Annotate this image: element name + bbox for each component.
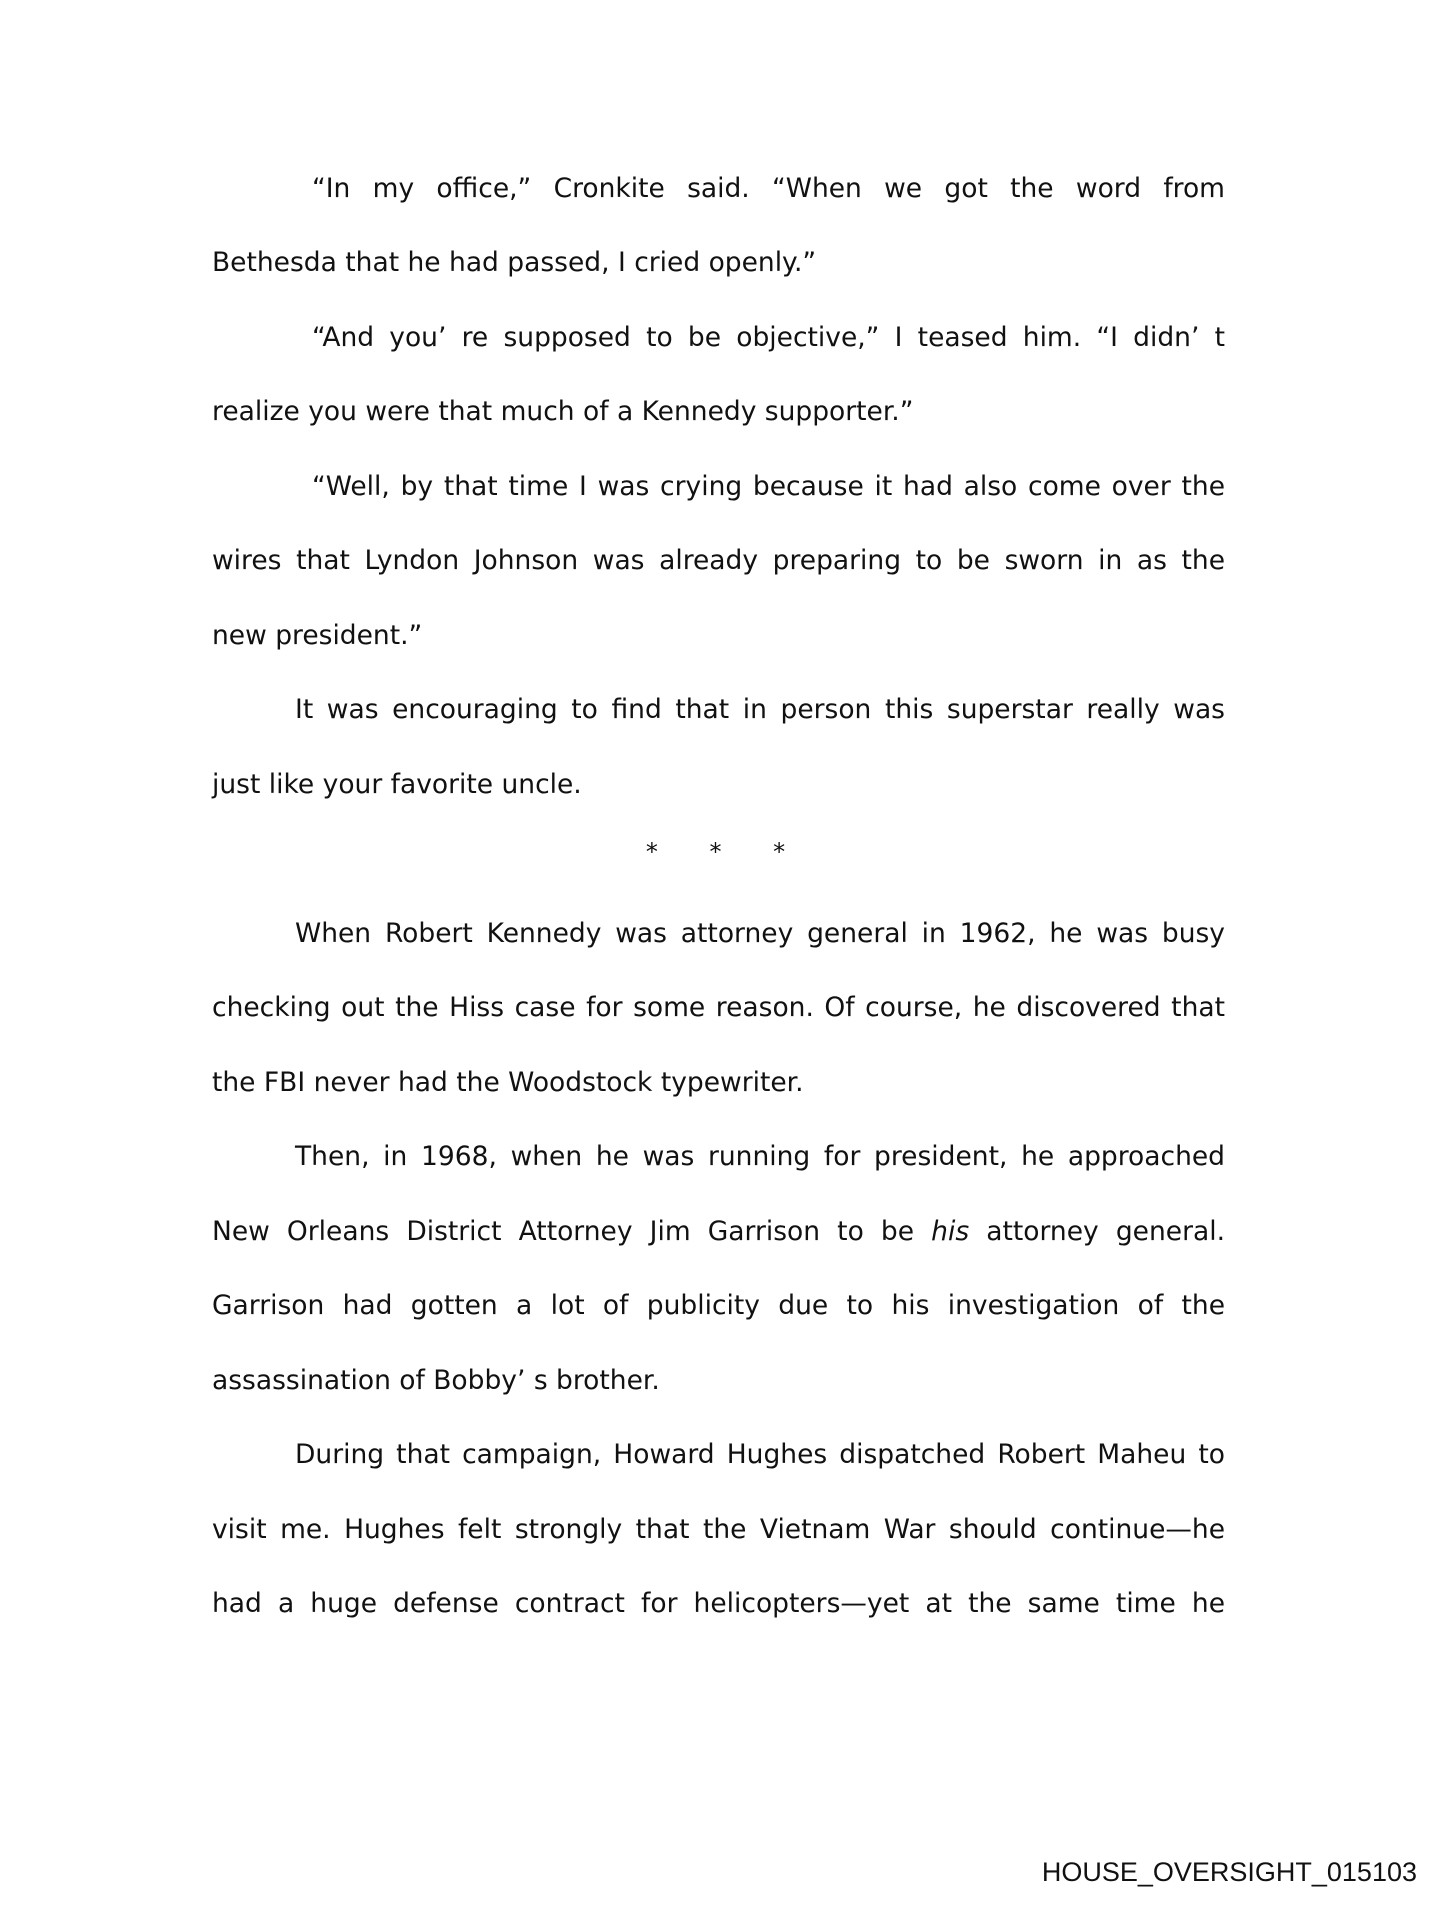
text-line: Then, in 1968, when he was running for president, he approached: [295, 1141, 1225, 1172]
text-line: [212, 1215, 1225, 1249]
bates-number: HOUSE_OVERSIGHT_015103: [1041, 1857, 1417, 1887]
text-line: It was encouraging to find that in person this superstar really was: [295, 694, 1225, 725]
text-line: “Well, by that time I was crying because it had also come over the: [312, 471, 1225, 502]
text-line: wires that Lyndon Johnson was already preparing to be sworn in as the: [212, 545, 1225, 576]
text-line: During that campaign, Howard Hughes dispatched Robert Maheu to: [295, 1439, 1225, 1470]
text-line: checking out the Hiss case for some reason. Of course, he discovered that: [212, 992, 1225, 1023]
italic-word: his: [931, 1216, 970, 1247]
text-segment: New Orleans District Attorney Jim Garrison to be: [212, 1216, 932, 1247]
section-separator: * * *: [645, 838, 808, 866]
text-line: had a huge defense contract for helicopters—yet at the same time he: [212, 1588, 1225, 1619]
text-line: realize you were that much of a Kennedy supporter.”: [212, 396, 914, 427]
text-line: When Robert Kennedy was attorney general in 1962, he was busy: [295, 918, 1225, 949]
text-line: the FBI never had the Woodstock typewriter.: [212, 1067, 804, 1098]
text-line: “And you’ re supposed to be objective,” I teased him. “I didn’ t: [312, 322, 1225, 353]
text-line: assassination of Bobby’ s brother.: [212, 1365, 660, 1396]
text-line: Bethesda that he had passed, I cried openly.”: [212, 247, 817, 278]
text-line: new president.”: [212, 620, 423, 651]
text-segment: attorney general.: [969, 1216, 1225, 1247]
text-line: visit me. Hughes felt strongly that the Vietnam War should continue—he: [212, 1514, 1225, 1545]
text-line: Garrison had gotten a lot of publicity due to his investigation of the: [212, 1290, 1225, 1321]
text-line: just like your favorite uncle.: [212, 769, 582, 800]
text-line: “In my office,” Cronkite said. “When we got the word from: [312, 173, 1225, 204]
